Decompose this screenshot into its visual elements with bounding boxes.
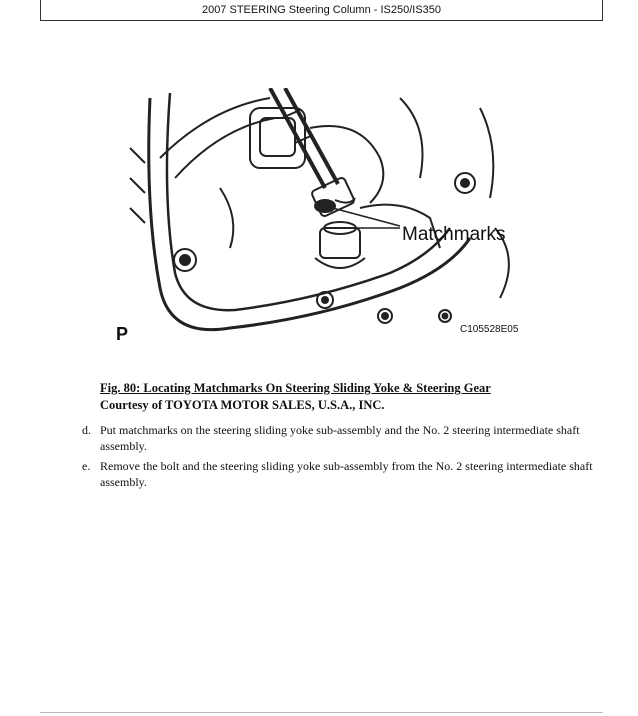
- step-letter: d.: [82, 423, 91, 437]
- step-e: [82, 458, 602, 490]
- page-header: [40, 0, 603, 21]
- callout-matchmarks: Matchmarks: [402, 224, 506, 245]
- step-text: Put matchmarks on the steering sliding yoke sub-assembly and the No. 2 steering intermediate shaft assembly.: [100, 423, 580, 453]
- step-letter: e.: [82, 459, 91, 473]
- illustration-code: C105528E05: [460, 324, 519, 335]
- caption-title: Fig. 80: Locating Matchmarks On Steering Sliding Yoke & Steering Gear: [100, 381, 491, 395]
- step-text: Remove the bolt and the steering sliding yoke sub-assembly from the No. 2 steering intermediate shaft assembly.: [100, 459, 593, 489]
- caption-courtesy: Courtesy of TOYOTA MOTOR SALES, U.S.A., INC.: [100, 398, 385, 412]
- procedure-steps: [82, 422, 602, 494]
- footer-rule: [40, 712, 603, 713]
- line-drawing: [100, 88, 540, 358]
- header-title: 2007 STEERING Steering Column - IS250/IS350: [201, 4, 442, 16]
- figure-caption: [100, 380, 491, 414]
- steering-yoke-illustration: [100, 88, 540, 358]
- view-letter: P: [116, 324, 129, 344]
- step-d: [82, 422, 602, 454]
